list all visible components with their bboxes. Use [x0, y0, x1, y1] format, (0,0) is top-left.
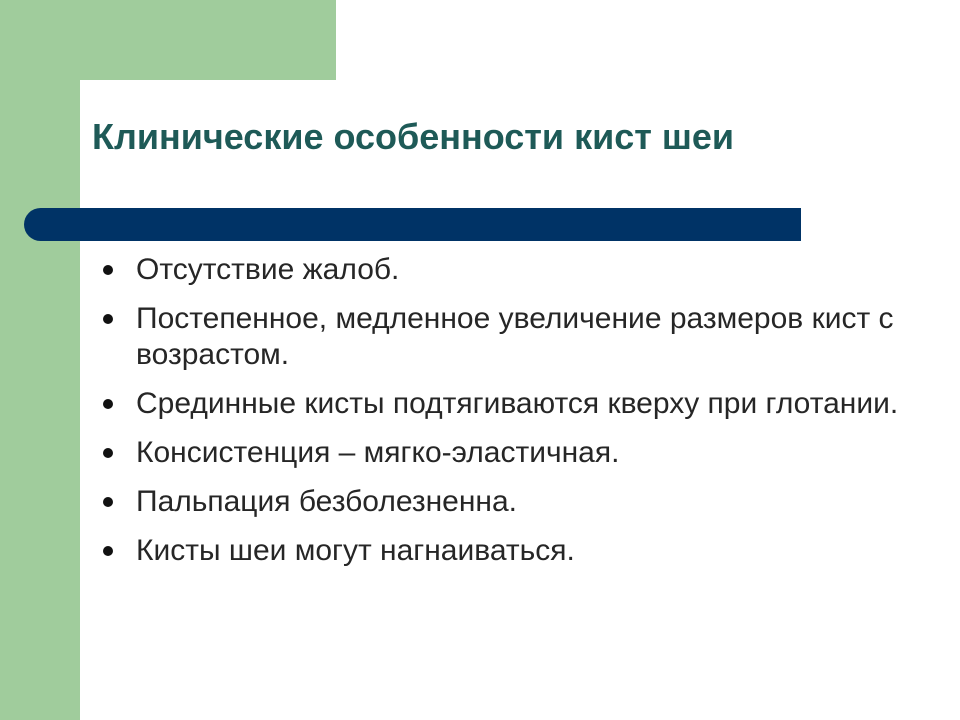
bullet-dot-icon [103, 497, 113, 507]
bullet-dot-icon [103, 399, 113, 409]
list-item-text: Отсутствие жалоб. [136, 253, 400, 286]
list-item [100, 252, 940, 288]
corner-band-left [0, 0, 80, 720]
list-item [100, 386, 940, 422]
list-item [100, 435, 940, 471]
list-item-text: Постепенное, медленное увеличение размеров кист с возрастом. [136, 302, 894, 371]
bullet-list [100, 252, 940, 582]
bullet-dot-icon [103, 265, 113, 275]
bullet-dot-icon [103, 448, 113, 458]
slide-title: Клинические особенности кист шеи [92, 116, 735, 157]
bullet-dot-icon [103, 314, 113, 324]
title-underline-bar [24, 208, 801, 241]
list-item-text: Пальпация безболезненна. [136, 485, 518, 518]
list-item [100, 533, 940, 569]
list-item [100, 484, 940, 520]
list-item-text: Кисты шеи могут нагнаиваться. [136, 534, 575, 567]
bullet-dot-icon [103, 546, 113, 556]
list-item-text: Срединные кисты подтягиваются кверху при глотании. [136, 387, 899, 420]
list-item [100, 301, 940, 373]
list-item-text: Консистенция – мягко-эластичная. [136, 436, 620, 469]
